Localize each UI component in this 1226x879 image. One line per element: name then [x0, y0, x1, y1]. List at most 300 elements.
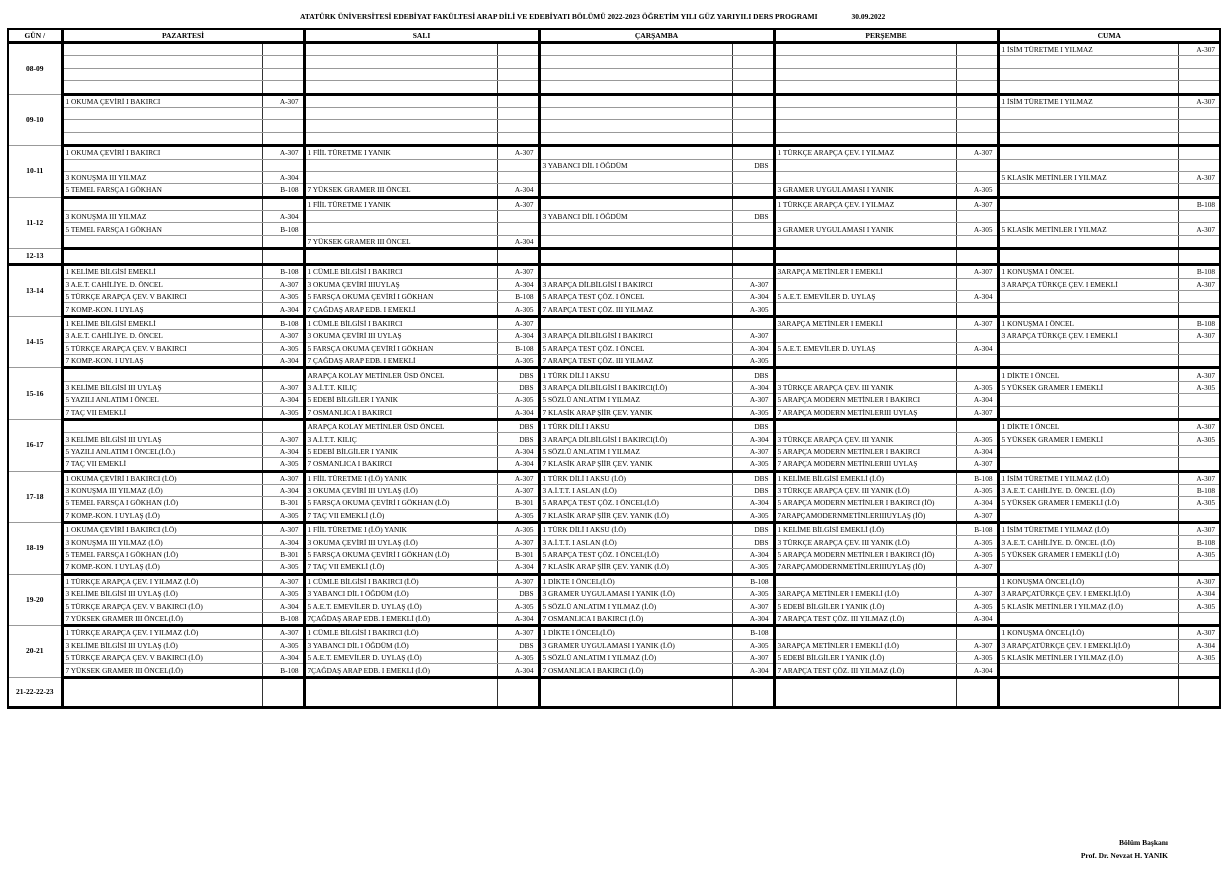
course-cell: 3 KELİME BİLGİSİ III UYLAŞ — [62, 381, 262, 393]
course-cell — [62, 56, 262, 68]
course-cell — [998, 561, 1178, 574]
classroom-cell: A-304 — [956, 394, 998, 406]
classroom-cell: DBS — [732, 536, 774, 548]
classroom-cell — [497, 43, 539, 56]
page-title — [300, 12, 885, 21]
schedule-row — [8, 107, 1220, 119]
classroom-cell: A-305 — [262, 509, 304, 522]
course-cell — [539, 197, 732, 210]
course-cell: 5 YÜKSEK GRAMER I EMEKLİ (İ.Ö) — [998, 497, 1178, 509]
course-cell: 3ARAPÇA METİNLER I EMEKLİ — [774, 265, 956, 278]
course-cell: 7 YÜKSEK GRAMER III ÖNCEL(İ.Ö) — [62, 612, 262, 625]
course-cell: 5 ARAPÇA MODERN METİNLER I BAKIRCI — [774, 445, 956, 457]
classroom-cell: A-304 — [262, 600, 304, 612]
course-cell — [998, 132, 1178, 145]
course-cell — [539, 107, 732, 119]
classroom-cell — [956, 278, 998, 290]
classroom-cell: B-108 — [1178, 265, 1220, 278]
course-cell — [539, 235, 732, 248]
schedule-row — [8, 265, 1220, 278]
classroom-cell — [262, 677, 304, 707]
course-cell — [998, 159, 1178, 171]
course-cell — [774, 574, 956, 587]
classroom-cell — [497, 159, 539, 171]
course-cell — [62, 120, 262, 132]
course-cell: 3 ARAPÇA TÜRKÇE ÇEV. I EMEKLİ — [998, 278, 1178, 290]
classroom-cell: A-305 — [732, 354, 774, 367]
classroom-cell: A-304 — [956, 612, 998, 625]
course-cell: 7 KLASİK ARAP ŞİİR ÇEV. YANIK — [539, 458, 732, 471]
schedule-table — [7, 28, 1221, 709]
course-cell — [774, 43, 956, 56]
course-cell — [539, 184, 732, 197]
course-cell: 7 TAÇ VII EMEKLİ (İ.Ö) — [304, 561, 497, 574]
course-cell: 3 KELİME BİLGİSİ III UYLAŞ (İ.Ö) — [62, 639, 262, 651]
header-day: PERŞEMBE — [774, 29, 998, 43]
classroom-cell — [732, 56, 774, 68]
schedule-row — [8, 536, 1220, 548]
course-cell: 5 TÜRKÇE ARAPÇA ÇEV. V BAKIRCI — [62, 291, 262, 303]
date-text: 30.09.2022 — [851, 12, 886, 21]
classroom-cell — [732, 43, 774, 56]
course-cell: 5 TÜRKÇE ARAPÇA ÇEV. V BAKIRCI (İ.Ö) — [62, 651, 262, 663]
course-cell — [304, 159, 497, 171]
course-cell: 3 KONUŞMA III YILMAZ (İ.Ö) — [62, 536, 262, 548]
classroom-cell: A-305 — [1178, 497, 1220, 509]
course-cell — [539, 81, 732, 94]
course-cell: 3ARAPÇA METİNLER I EMEKLİ (İ.Ö) — [774, 639, 956, 651]
classroom-cell: A-307 — [956, 458, 998, 471]
header-gun: GÜN / — [8, 29, 62, 43]
course-cell: 5 TEMEL FARSÇA I GÖKHAN — [62, 223, 262, 235]
header-day: ÇARŞAMBA — [539, 29, 774, 43]
classroom-cell — [956, 303, 998, 316]
classroom-cell — [1178, 458, 1220, 471]
classroom-cell: A-305 — [732, 303, 774, 316]
course-cell: 5 FARSÇA OKUMA ÇEVİRİ I GÖKHAN (İ.Ö) — [304, 548, 497, 560]
classroom-cell — [732, 265, 774, 278]
classroom-cell — [732, 677, 774, 707]
schedule-row — [8, 235, 1220, 248]
classroom-cell: A-307 — [497, 316, 539, 329]
classroom-cell: A-307 — [497, 265, 539, 278]
schedule-row — [8, 574, 1220, 587]
classroom-cell — [1178, 394, 1220, 406]
classroom-cell: A-307 — [1178, 330, 1220, 342]
course-cell: ARAPÇA KOLAY METİNLER ÜSD ÖNCEL — [304, 419, 497, 432]
classroom-cell — [262, 81, 304, 94]
classroom-cell: A-304 — [732, 497, 774, 509]
time-slot: 17-18 — [8, 471, 62, 523]
schedule-row — [8, 330, 1220, 342]
course-cell: 3 YABANCI DİL I ÖĞDÜM — [539, 211, 732, 223]
classroom-cell: A-305 — [262, 561, 304, 574]
course-cell: 5 ARAPÇA TEST ÇÖZ. I ÖNCEL — [539, 291, 732, 303]
course-cell: 1 CÜMLE BİLGİSİ I BAKIRCI (İ.Ö) — [304, 574, 497, 587]
course-cell: 3 ARAPÇA DİLBİLGİSİ I BAKIRCI — [539, 278, 732, 290]
course-cell: 5 TÜRKÇE ARAPÇA ÇEV. V BAKIRCI — [62, 342, 262, 354]
classroom-cell: DBS — [497, 639, 539, 651]
classroom-cell — [956, 132, 998, 145]
classroom-cell — [497, 223, 539, 235]
course-cell: 5 ARAPÇA MODERN METİNLER I BAKIRCI (İÖ) — [774, 497, 956, 509]
course-cell: 7 YÜKSEK GRAMER III ÖNCEL(İ.Ö) — [62, 664, 262, 677]
course-cell: 3 KELİME BİLGİSİ III UYLAŞ — [62, 433, 262, 445]
classroom-cell: A-305 — [956, 184, 998, 197]
course-cell: 5 FARSÇA OKUMA ÇEVİRİ I GÖKHAN (İ.Ö) — [304, 497, 497, 509]
classroom-cell: A-307 — [732, 330, 774, 342]
course-cell: 5 KLASİK METİNLER I YILMAZ (İ.Ö) — [998, 600, 1178, 612]
classroom-cell: A-307 — [732, 278, 774, 290]
course-cell — [998, 235, 1178, 248]
course-cell: 3ARAPÇA METİNLER I EMEKLİ (İ.Ö) — [774, 588, 956, 600]
schedule-row — [8, 497, 1220, 509]
course-cell: 7 TAÇ VII EMEKLİ — [62, 406, 262, 419]
classroom-cell — [1178, 68, 1220, 80]
classroom-cell: A-304 — [262, 445, 304, 457]
course-cell: 1 FİİL TÜRETME I (İ.Ö) YANIK — [304, 523, 497, 536]
course-cell — [774, 81, 956, 94]
classroom-cell: A-304 — [262, 211, 304, 223]
classroom-cell — [497, 81, 539, 94]
course-cell: 3 TÜRKÇE ARAPÇA ÇEV. III YANIK — [774, 433, 956, 445]
classroom-cell: B-108 — [956, 523, 998, 536]
course-cell: 5 YÜKSEK GRAMER I EMEKLİ — [998, 381, 1178, 393]
course-cell — [998, 342, 1178, 354]
classroom-cell: B-108 — [497, 342, 539, 354]
classroom-cell: DBS — [497, 381, 539, 393]
schedule-row — [8, 612, 1220, 625]
classroom-cell: B-108 — [262, 223, 304, 235]
course-cell: 3 TÜRKÇE ARAPÇA ÇEV. III YANIK (İ.Ö) — [774, 536, 956, 548]
time-slot: 18-19 — [8, 523, 62, 575]
classroom-cell: A-305 — [956, 433, 998, 445]
course-cell: 5 TEMEL FARSÇA I GÖKHAN (İ.Ö) — [62, 497, 262, 509]
schedule-row — [8, 419, 1220, 432]
course-cell: 3 OKUMA ÇEVİRİ III UYLAŞ (İ.Ö) — [304, 536, 497, 548]
classroom-cell: A-307 — [262, 278, 304, 290]
classroom-cell: A-307 — [497, 471, 539, 484]
course-cell: 1 DİKTE I ÖNCEL — [998, 419, 1178, 432]
course-cell: 5 ARAPÇA TEST ÇÖZ. I ÖNCEL(İ.Ö) — [539, 548, 732, 560]
course-cell: ARAPÇA KOLAY METİNLER ÜSD ÖNCEL — [304, 368, 497, 381]
classroom-cell: B-108 — [262, 184, 304, 197]
course-cell: 7 OSMANLICA I BAKIRCI — [304, 458, 497, 471]
classroom-cell: A-304 — [732, 612, 774, 625]
classroom-cell: DBS — [497, 433, 539, 445]
course-cell: 7 ÇAĞDAŞ ARAP EDB. I EMEKLİ — [304, 354, 497, 367]
course-cell: 7 YÜKSEK GRAMER III ÖNCEL — [304, 235, 497, 248]
classroom-cell: A-304 — [497, 184, 539, 197]
course-cell: 3 KONUŞMA III YILMAZ — [62, 211, 262, 223]
classroom-cell — [956, 677, 998, 707]
course-cell: 5 TÜRKÇE ARAPÇA ÇEV. V BAKIRCI (İ.Ö) — [62, 600, 262, 612]
classroom-cell — [956, 235, 998, 248]
classroom-cell — [956, 107, 998, 119]
course-cell: 5 YAZILI ANLATIM I ÖNCEL — [62, 394, 262, 406]
classroom-cell — [497, 171, 539, 183]
course-cell: 3 OKUMA ÇEVİRİ III UYLAŞ — [304, 330, 497, 342]
classroom-cell: A-307 — [497, 146, 539, 159]
classroom-cell: A-307 — [1178, 419, 1220, 432]
course-cell — [998, 56, 1178, 68]
course-cell: 1 CÜMLE BİLGİSİ I BAKIRCI — [304, 265, 497, 278]
classroom-cell: A-307 — [956, 561, 998, 574]
classroom-cell: A-305 — [956, 381, 998, 393]
classroom-cell — [262, 120, 304, 132]
classroom-cell — [956, 354, 998, 367]
classroom-cell: A-307 — [262, 574, 304, 587]
classroom-cell — [1178, 56, 1220, 68]
classroom-cell — [1178, 249, 1220, 265]
classroom-cell: B-301 — [262, 548, 304, 560]
course-cell: 3 A.E.T. CAHİLİYE. D. ÖNCEL (İ.Ö) — [998, 536, 1178, 548]
classroom-cell: A-305 — [732, 639, 774, 651]
course-cell — [998, 445, 1178, 457]
course-cell — [774, 354, 956, 367]
classroom-cell: A-305 — [956, 651, 998, 663]
course-cell: 1 FİİL TÜRETME I YANIK — [304, 197, 497, 210]
classroom-cell: A-304 — [262, 354, 304, 367]
classroom-cell: A-304 — [497, 330, 539, 342]
course-cell: 7ARAPÇAMODERNMETİNLERIIIUYLAŞ (İÖ) — [774, 561, 956, 574]
course-cell: 3 A.E.T. CAHİLİYE. D. ÖNCEL (İ.Ö) — [998, 484, 1178, 496]
schedule-row — [8, 68, 1220, 80]
course-cell: 1 OKUMA ÇEVİRİ I BAKIRCI (İ.Ö) — [62, 523, 262, 536]
classroom-cell — [1178, 81, 1220, 94]
classroom-cell: A-307 — [1178, 223, 1220, 235]
course-cell — [774, 56, 956, 68]
course-cell: 3 A.İ.T.T. I ASLAN (İ.Ö) — [539, 484, 732, 496]
schedule-row — [8, 394, 1220, 406]
classroom-cell: A-307 — [1178, 171, 1220, 183]
classroom-cell: A-305 — [1178, 433, 1220, 445]
schedule-row — [8, 651, 1220, 663]
schedule-row — [8, 146, 1220, 159]
classroom-cell — [1178, 509, 1220, 522]
schedule-row — [8, 159, 1220, 171]
course-cell — [774, 626, 956, 639]
time-slot: 13-14 — [8, 265, 62, 317]
classroom-cell: A-307 — [1178, 368, 1220, 381]
time-slot: 08-09 — [8, 43, 62, 95]
course-cell — [539, 171, 732, 183]
course-cell: 1 İSİM TÜRETME I YILMAZ (İ.Ö) — [998, 471, 1178, 484]
course-cell: 1 FİİL TÜRETME I (İ.Ö) YANIK — [304, 471, 497, 484]
course-cell: 5 EDEBİ BİLGİLER I YANIK (İ.Ö) — [774, 651, 956, 663]
course-cell — [774, 211, 956, 223]
course-cell — [774, 94, 956, 107]
course-cell: 5 KLASİK METİNLER I YILMAZ — [998, 223, 1178, 235]
course-cell: 7 TAÇ VII EMEKLİ — [62, 458, 262, 471]
classroom-cell: DBS — [732, 523, 774, 536]
course-cell: 1 KONUŞMA ÖNCEL(İ.Ö) — [998, 574, 1178, 587]
classroom-cell — [732, 68, 774, 80]
classroom-cell: A-305 — [497, 394, 539, 406]
classroom-cell: DBS — [497, 368, 539, 381]
course-cell — [774, 303, 956, 316]
course-cell: 3 GRAMER UYGULAMASI I YANIK — [774, 223, 956, 235]
course-cell: 3 GRAMER UYGULAMASI I YANIK (İ.Ö) — [539, 588, 732, 600]
classroom-cell — [1178, 342, 1220, 354]
schedule-row — [8, 458, 1220, 471]
course-cell: 7 ARAPÇA TEST ÇÖZ. III YILMAZ — [539, 303, 732, 316]
classroom-cell: A-304 — [497, 445, 539, 457]
classroom-cell: DBS — [732, 159, 774, 171]
classroom-cell: A-307 — [262, 471, 304, 484]
classroom-cell: A-304 — [732, 433, 774, 445]
course-cell — [304, 120, 497, 132]
schedule-row — [8, 249, 1220, 265]
schedule-row — [8, 303, 1220, 316]
classroom-cell — [956, 68, 998, 80]
classroom-cell: A-307 — [262, 330, 304, 342]
classroom-cell: A-305 — [732, 588, 774, 600]
classroom-cell — [956, 368, 998, 381]
classroom-cell — [956, 626, 998, 639]
course-cell: 3 ARAPÇA DİLBİLGİSİ I BAKIRCI(İ.Ö) — [539, 433, 732, 445]
classroom-cell: A-305 — [1178, 548, 1220, 560]
course-cell — [774, 419, 956, 432]
course-cell — [774, 120, 956, 132]
header-day: PAZARTESİ — [62, 29, 304, 43]
course-cell — [998, 211, 1178, 223]
classroom-cell: A-304 — [497, 235, 539, 248]
classroom-cell: A-307 — [956, 197, 998, 210]
classroom-cell — [497, 68, 539, 80]
classroom-cell: A-304 — [497, 612, 539, 625]
classroom-cell — [1178, 235, 1220, 248]
course-cell — [539, 132, 732, 145]
schedule-row — [8, 600, 1220, 612]
classroom-cell: A-304 — [497, 406, 539, 419]
course-cell — [774, 235, 956, 248]
schedule-row — [8, 43, 1220, 56]
course-cell: 1 OKUMA ÇEVİRİ I BAKIRCI — [62, 146, 262, 159]
course-cell — [62, 107, 262, 119]
classroom-cell: A-304 — [732, 548, 774, 560]
course-cell: 5 EDEBİ BİLGİLER I YANIK — [304, 445, 497, 457]
classroom-cell: A-307 — [497, 484, 539, 496]
classroom-cell — [1178, 612, 1220, 625]
course-cell: 5 A.E.T. EMEVİLER D. UYLAŞ — [774, 291, 956, 303]
classroom-cell: A-305 — [497, 600, 539, 612]
classroom-cell: A-305 — [1178, 651, 1220, 663]
header-row — [8, 29, 1220, 43]
course-cell: 1 TÜRKÇE ARAPÇA ÇEV. I YILMAZ (İ.Ö) — [62, 574, 262, 587]
classroom-cell — [262, 159, 304, 171]
header-day: CUMA — [998, 29, 1220, 43]
course-cell: 1 İSİM TÜRETME I YILMAZ — [998, 43, 1178, 56]
schedule-row — [8, 433, 1220, 445]
course-cell — [998, 394, 1178, 406]
classroom-cell: A-305 — [732, 406, 774, 419]
classroom-cell: A-305 — [732, 509, 774, 522]
classroom-cell — [732, 132, 774, 145]
classroom-cell — [956, 94, 998, 107]
classroom-cell: A-307 — [262, 146, 304, 159]
classroom-cell — [956, 159, 998, 171]
course-cell — [774, 677, 956, 707]
time-slot: 19-20 — [8, 574, 62, 626]
classroom-cell — [956, 81, 998, 94]
classroom-cell — [1178, 291, 1220, 303]
classroom-cell — [262, 249, 304, 265]
course-cell: 3 ARAPÇA DİLBİLGİSİ I BAKIRCI — [539, 330, 732, 342]
course-cell — [304, 223, 497, 235]
course-cell: 7 KOMP.-KON. I UYLAŞ (İ.Ö) — [62, 561, 262, 574]
time-slot: 12-13 — [8, 249, 62, 265]
course-cell — [62, 197, 262, 210]
classroom-cell — [956, 419, 998, 432]
course-cell: 1 KONUŞMA I ÖNCEL — [998, 316, 1178, 329]
time-slot: 14-15 — [8, 316, 62, 368]
course-cell: 3 ARAPÇA DİLBİLGİSİ I BAKIRCI(İ.Ö) — [539, 381, 732, 393]
course-cell: 7 KLASİK ARAP ŞİİR ÇEV. YANIK (İ.Ö) — [539, 509, 732, 522]
course-cell — [998, 68, 1178, 80]
course-cell: 7 OSMANLICA I BAKIRCI (İ.Ö) — [539, 664, 732, 677]
classroom-cell: A-305 — [1178, 600, 1220, 612]
course-cell — [539, 249, 732, 265]
course-cell — [62, 249, 262, 265]
course-cell — [304, 68, 497, 80]
classroom-cell — [732, 197, 774, 210]
classroom-cell: A-307 — [262, 626, 304, 639]
classroom-cell: A-305 — [262, 588, 304, 600]
classroom-cell: A-305 — [497, 523, 539, 536]
schedule-row — [8, 211, 1220, 223]
course-cell — [304, 56, 497, 68]
classroom-cell — [956, 249, 998, 265]
course-cell: 1 TÜRKÇE ARAPÇA ÇEV. I YILMAZ — [774, 197, 956, 210]
classroom-cell: B-301 — [497, 497, 539, 509]
classroom-cell: A-304 — [262, 394, 304, 406]
course-cell: 7 KLASİK ARAP ŞİİR ÇEV. YANIK — [539, 406, 732, 419]
classroom-cell: A-304 — [732, 664, 774, 677]
classroom-cell: A-307 — [1178, 94, 1220, 107]
schedule-row — [8, 81, 1220, 94]
course-cell: 5 EDEBİ BİLGİLER I YANIK — [304, 394, 497, 406]
course-cell — [998, 612, 1178, 625]
classroom-cell — [1178, 664, 1220, 677]
schedule-row — [8, 171, 1220, 183]
course-cell — [998, 406, 1178, 419]
course-cell: 5 KLASİK METİNLER I YILMAZ (İ.Ö) — [998, 651, 1178, 663]
schedule-row — [8, 316, 1220, 329]
course-cell: 3 KONUŞMA III YILMAZ (İ.Ö) — [62, 484, 262, 496]
course-cell: 3 YABANCI DİL I ÖĞDÜM (İ.Ö) — [304, 639, 497, 651]
classroom-cell — [1178, 354, 1220, 367]
schedule-row — [8, 278, 1220, 290]
course-cell: 7 KOMP.-KON. I UYLAŞ — [62, 303, 262, 316]
classroom-cell: B-108 — [497, 291, 539, 303]
classroom-cell — [956, 56, 998, 68]
course-cell — [539, 56, 732, 68]
classroom-cell: A-307 — [1178, 471, 1220, 484]
course-cell — [774, 330, 956, 342]
course-cell: 1 CÜMLE BİLGİSİ I BAKIRCI — [304, 316, 497, 329]
classroom-cell: A-307 — [497, 574, 539, 587]
course-cell — [539, 120, 732, 132]
classroom-cell: A-304 — [732, 381, 774, 393]
course-cell — [774, 159, 956, 171]
classroom-cell: A-307 — [732, 445, 774, 457]
time-slot: 16-17 — [8, 419, 62, 471]
course-cell — [304, 132, 497, 145]
course-cell — [774, 132, 956, 145]
classroom-cell: DBS — [732, 471, 774, 484]
course-cell — [998, 184, 1178, 197]
